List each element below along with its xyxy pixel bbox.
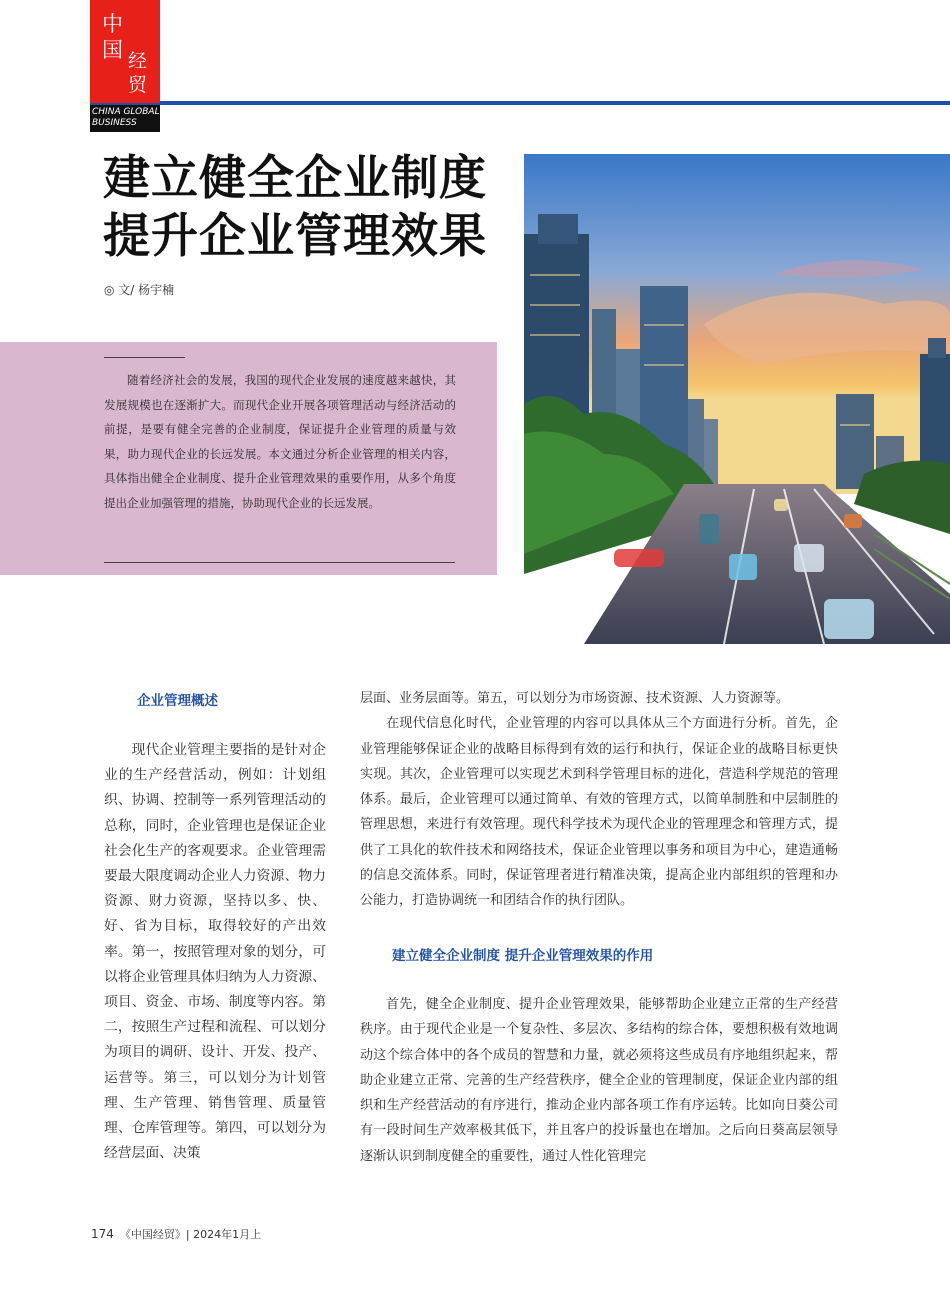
- paragraph: 层面、业务层面等。第五，可以划分为市场资源、技术资源、人力资源等。: [360, 691, 790, 706]
- logo-char: 国: [102, 38, 123, 62]
- paragraph: 在现代信息化时代，企业管理的内容可以具体从三个方面进行分析。首先，企业管理能够保证企业的战略目标得到有效的运行和执行，保证企业的战略目标更快实现。其次，企业管理可以实现艺术到科学管理目标的进化，营造科学规范的管理体系。最后，企业管理可以通过简单、有效的管理方式，以简单制胜和中层制胜的管理思想，来进行有效管理。现代科学技术为现代企业的管理理念和管理方式，提供了工具化的软件技术和网络技术，保证企业管理以事务和项目为中心，建造通畅的信息交流体系。同时，保证管理者进行精准决策，提高企业内部组织的管理和办公能力，打造协调统一和团结合作的执行团队。: [360, 716, 838, 909]
- body-column-left: [104, 738, 326, 1166]
- logo-char: 贸: [128, 74, 148, 96]
- logo-english: CHINA GLOBAL BUSINESS: [90, 105, 160, 132]
- body-column-right-2: [360, 992, 838, 1169]
- abstract-text: 随着经济社会的发展，我国的现代企业发展的速度越来越快，其发展规模也在逐渐扩大。而现代企业开展各项管理活动与经济活动的前提，是要有健全完善的企业制度，保证提升企业管理的质量与效果，助力现代企业的长远发展。本文通过分析企业管理的相关内容，具体指出健全企业制度、提升企业管理效果的重要作用，从多个角度提出企业加强管理的措施，协助现代企业的长远发展。: [104, 373, 456, 510]
- logo-char: 经: [128, 50, 148, 72]
- page-number: 174: [91, 1227, 114, 1241]
- abstract-rule-bottom: [104, 562, 455, 563]
- page-footer: [91, 1226, 261, 1242]
- author-byline: ◎ 文/ 杨宇楠: [104, 283, 175, 297]
- magazine-logo: [90, 0, 160, 103]
- paragraph: 首先，健全企业制度、提升企业管理效果，能够帮助企业建立正常的生产经营秩序。由于现代企业是一个复杂性、多层次、多结构的综合体，要想积极有效地调动这个综合体中的各个成员的智慧和力量，就必须将这些成员有序地组织起来，帮助企业建立正常、完善的生产经营秩序，健全企业的管理制度，保证企业内部的组织和生产经营活动的有序进行，推动企业内部各项工作有序运转。比如向日葵公司有一段时间生产效率极其低下，并且客户的投诉量也在增加。之后向日葵高层领导逐渐认识到制度健全的重要性，通过人性化管理完: [360, 997, 838, 1164]
- section-heading: 建立健全企业制度 提升企业管理效果的作用: [392, 948, 654, 964]
- header-rule: [90, 101, 950, 105]
- section-heading: 企业管理概述: [137, 693, 218, 709]
- title-line-2: 提升企业管理效果: [103, 209, 487, 264]
- abstract-rule-top: [104, 357, 185, 358]
- article-title: [103, 150, 487, 266]
- city-traffic-photo: [524, 154, 950, 644]
- body-column-right: [360, 686, 838, 914]
- paragraph: 现代企业管理主要指的是针对企业的生产经营活动，例如：计划组织、协调、控制等一系列管理活动的总称，同时，企业管理也是保证企业社会化生产的客观要求。企业管理需要最大限度调动企业人力资源、物力资源、财力资源，坚持以多、快、好、省为目标，取得较好的产出效率。第一，按照管理对象的划分，可以将企业管理具体归纳为人力资源、项目、资金、市场、制度等内容。第二，按照生产过程和流程、可以划分为项目的调研、设计、开发、投产、运营等。第三，可以划分为计划管理、生产管理、销售管理、质量管理、仓库管理等。第四，可以划分为经营层面、决策: [104, 742, 326, 1162]
- logo-char: 中: [102, 12, 123, 36]
- journal-info: 《中国经贸》| 2024年1月上: [119, 1228, 262, 1241]
- title-line-1: 建立健全企业制度: [103, 151, 487, 206]
